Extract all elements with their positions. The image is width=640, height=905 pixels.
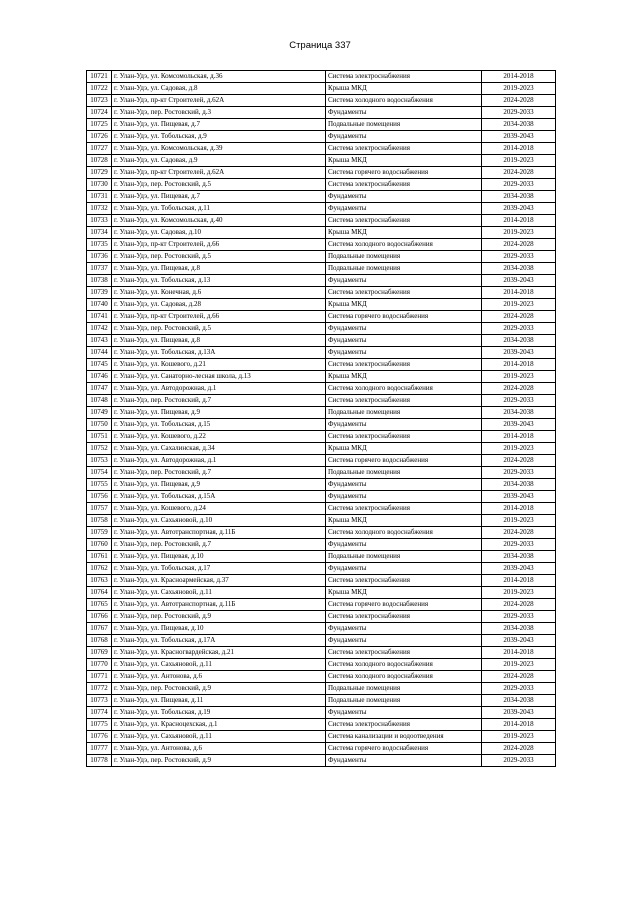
period-cell: 2039-2043 <box>482 707 556 719</box>
period-cell: 2029-2033 <box>482 539 556 551</box>
table-row <box>87 119 556 131</box>
system-cell: Крыша МКД <box>326 515 482 527</box>
address-cell: г. Улан-Удэ, ул. Тобольская, д.13А <box>112 347 326 359</box>
table-row <box>87 719 556 731</box>
period-cell: 2024-2028 <box>482 167 556 179</box>
address-cell: г. Улан-Удэ, ул. Автодорожная, д.1 <box>112 455 326 467</box>
period-cell: 2029-2033 <box>482 107 556 119</box>
system-cell: Система холодного водоснабжения <box>326 95 482 107</box>
period-cell: 2014-2018 <box>482 71 556 83</box>
table-row <box>87 299 556 311</box>
system-cell: Система электроснабжения <box>326 215 482 227</box>
table-row <box>87 683 556 695</box>
period-cell: 2039-2043 <box>482 275 556 287</box>
period-cell: 2014-2018 <box>482 215 556 227</box>
system-cell: Система горячего водоснабжения <box>326 455 482 467</box>
table-row <box>87 107 556 119</box>
system-cell: Фундаменты <box>326 335 482 347</box>
table-row <box>87 491 556 503</box>
system-cell: Система электроснабжения <box>326 611 482 623</box>
table-row <box>87 623 556 635</box>
record-id-cell: 10755 <box>87 479 112 491</box>
period-cell: 2024-2028 <box>482 671 556 683</box>
system-cell: Фундаменты <box>326 131 482 143</box>
address-cell: г. Улан-Удэ, пер. Ростовский, д.5 <box>112 179 326 191</box>
period-cell: 2034-2038 <box>482 479 556 491</box>
system-cell: Система электроснабжения <box>326 143 482 155</box>
period-cell: 2019-2023 <box>482 587 556 599</box>
record-id-cell: 10748 <box>87 395 112 407</box>
period-cell: 2039-2043 <box>482 563 556 575</box>
address-cell: г. Улан-Удэ, ул. Кошевого, д.21 <box>112 359 326 371</box>
period-cell: 2024-2028 <box>482 455 556 467</box>
system-cell: Система электроснабжения <box>326 719 482 731</box>
table-row <box>87 323 556 335</box>
record-id-cell: 10722 <box>87 83 112 95</box>
system-cell: Система электроснабжения <box>326 359 482 371</box>
record-id-cell: 10771 <box>87 671 112 683</box>
system-cell: Система горячего водоснабжения <box>326 311 482 323</box>
table-row <box>87 659 556 671</box>
record-id-cell: 10775 <box>87 719 112 731</box>
system-cell: Фундаменты <box>326 623 482 635</box>
table-row <box>87 395 556 407</box>
address-cell: г. Улан-Удэ, пер. Ростовский, д.7 <box>112 395 326 407</box>
table-row <box>87 743 556 755</box>
system-cell: Крыша МКД <box>326 299 482 311</box>
table-row <box>87 371 556 383</box>
system-cell: Система горячего водоснабжения <box>326 743 482 755</box>
record-id-cell: 10734 <box>87 227 112 239</box>
table-row <box>87 671 556 683</box>
record-id-cell: 10750 <box>87 419 112 431</box>
period-cell: 2034-2038 <box>482 191 556 203</box>
system-cell: Система электроснабжения <box>326 575 482 587</box>
record-id-cell: 10758 <box>87 515 112 527</box>
address-cell: г. Улан-Удэ, ул. Красноармейская, д.37 <box>112 575 326 587</box>
period-cell: 2034-2038 <box>482 263 556 275</box>
record-id-cell: 10772 <box>87 683 112 695</box>
address-cell: г. Улан-Удэ, пр-кт Строителей, д.66 <box>112 239 326 251</box>
address-cell: г. Улан-Удэ, пр-кт Строителей, д.66 <box>112 311 326 323</box>
table-row <box>87 83 556 95</box>
system-cell: Подвальные помещения <box>326 263 482 275</box>
table-row <box>87 479 556 491</box>
record-id-cell: 10742 <box>87 323 112 335</box>
record-id-cell: 10746 <box>87 371 112 383</box>
record-id-cell: 10724 <box>87 107 112 119</box>
address-cell: г. Улан-Удэ, ул. Пищевая, д.9 <box>112 479 326 491</box>
address-cell: г. Улан-Удэ, пер. Ростовский, д.9 <box>112 755 326 767</box>
system-cell: Система электроснабжения <box>326 71 482 83</box>
table-row <box>87 587 556 599</box>
table-row <box>87 155 556 167</box>
record-id-cell: 10757 <box>87 503 112 515</box>
period-cell: 2024-2028 <box>482 743 556 755</box>
period-cell: 2014-2018 <box>482 143 556 155</box>
address-cell: г. Улан-Удэ, пер. Ростовский, д.9 <box>112 683 326 695</box>
address-cell: г. Улан-Удэ, ул. Садовая, д.28 <box>112 299 326 311</box>
address-cell: г. Улан-Удэ, ул. Тобольская, д.13 <box>112 275 326 287</box>
table-row <box>87 167 556 179</box>
table-row <box>87 227 556 239</box>
record-id-cell: 10723 <box>87 95 112 107</box>
record-id-cell: 10765 <box>87 599 112 611</box>
system-cell: Система электроснабжения <box>326 395 482 407</box>
record-id-cell: 10778 <box>87 755 112 767</box>
address-cell: г. Улан-Удэ, ул. Садовая, д.8 <box>112 83 326 95</box>
record-id-cell: 10777 <box>87 743 112 755</box>
table-row <box>87 383 556 395</box>
period-cell: 2029-2033 <box>482 395 556 407</box>
address-cell: г. Улан-Удэ, пер. Ростовский, д.7 <box>112 539 326 551</box>
period-cell: 2019-2023 <box>482 731 556 743</box>
table-row <box>87 251 556 263</box>
table-row <box>87 755 556 767</box>
period-cell: 2039-2043 <box>482 419 556 431</box>
period-cell: 2029-2033 <box>482 611 556 623</box>
table-row <box>87 71 556 83</box>
record-id-cell: 10768 <box>87 635 112 647</box>
record-id-cell: 10744 <box>87 347 112 359</box>
record-id-cell: 10745 <box>87 359 112 371</box>
period-cell: 2039-2043 <box>482 491 556 503</box>
system-cell: Система электроснабжения <box>326 287 482 299</box>
address-cell: г. Улан-Удэ, ул. Автодорожная, д.1 <box>112 383 326 395</box>
address-cell: г. Улан-Удэ, ул. Пищевая, д.7 <box>112 119 326 131</box>
record-id-cell: 10762 <box>87 563 112 575</box>
record-id-cell: 10749 <box>87 407 112 419</box>
period-cell: 2019-2023 <box>482 155 556 167</box>
table-row <box>87 695 556 707</box>
system-cell: Фундаменты <box>326 479 482 491</box>
address-cell: г. Улан-Удэ, ул. Тобольская, д.9 <box>112 131 326 143</box>
system-cell: Подвальные помещения <box>326 695 482 707</box>
table-row <box>87 215 556 227</box>
record-id-cell: 10735 <box>87 239 112 251</box>
system-cell: Система холодного водоснабжения <box>326 527 482 539</box>
table-row <box>87 503 556 515</box>
address-cell: г. Улан-Удэ, ул. Сахалинская, д.34 <box>112 443 326 455</box>
period-cell: 2019-2023 <box>482 443 556 455</box>
table-row <box>87 311 556 323</box>
system-cell: Фундаменты <box>326 107 482 119</box>
system-cell: Фундаменты <box>326 323 482 335</box>
address-cell: г. Улан-Удэ, ул. Тобольская, д.19 <box>112 707 326 719</box>
period-cell: 2039-2043 <box>482 347 556 359</box>
system-cell: Система холодного водоснабжения <box>326 671 482 683</box>
period-cell: 2024-2028 <box>482 311 556 323</box>
system-cell: Фундаменты <box>326 191 482 203</box>
period-cell: 2014-2018 <box>482 575 556 587</box>
address-cell: г. Улан-Удэ, пер. Ростовский, д.9 <box>112 611 326 623</box>
address-cell: г. Улан-Удэ, ул. Пищевая, д.10 <box>112 551 326 563</box>
record-id-cell: 10760 <box>87 539 112 551</box>
period-cell: 2024-2028 <box>482 599 556 611</box>
table-row <box>87 467 556 479</box>
period-cell: 2024-2028 <box>482 527 556 539</box>
system-cell: Система электроснабжения <box>326 179 482 191</box>
table-row <box>87 275 556 287</box>
system-cell: Система электроснабжения <box>326 647 482 659</box>
table-row <box>87 731 556 743</box>
address-cell: г. Улан-Удэ, ул. Конечная, д.6 <box>112 287 326 299</box>
system-cell: Крыша МКД <box>326 83 482 95</box>
period-cell: 2019-2023 <box>482 299 556 311</box>
period-cell: 2014-2018 <box>482 431 556 443</box>
period-cell: 2014-2018 <box>482 719 556 731</box>
system-cell: Подвальные помещения <box>326 683 482 695</box>
record-id-cell: 10756 <box>87 491 112 503</box>
period-cell: 2034-2038 <box>482 551 556 563</box>
address-cell: г. Улан-Удэ, ул. Пищевая, д.8 <box>112 335 326 347</box>
record-id-cell: 10776 <box>87 731 112 743</box>
record-id-cell: 10739 <box>87 287 112 299</box>
address-cell: г. Улан-Удэ, ул. Тобольская, д.17А <box>112 635 326 647</box>
period-cell: 2014-2018 <box>482 287 556 299</box>
address-cell: г. Улан-Удэ, ул. Комсомольская, д.36 <box>112 71 326 83</box>
record-id-cell: 10738 <box>87 275 112 287</box>
address-cell: г. Улан-Удэ, пр-кт Строителей, д.62А <box>112 167 326 179</box>
system-cell: Крыша МКД <box>326 227 482 239</box>
table-row <box>87 179 556 191</box>
system-cell: Фундаменты <box>326 755 482 767</box>
table-row <box>87 599 556 611</box>
system-cell: Фундаменты <box>326 419 482 431</box>
system-cell: Крыша МКД <box>326 371 482 383</box>
address-cell: г. Улан-Удэ, ул. Пищевая, д.11 <box>112 695 326 707</box>
period-cell: 2029-2033 <box>482 251 556 263</box>
period-cell: 2034-2038 <box>482 623 556 635</box>
period-cell: 2019-2023 <box>482 227 556 239</box>
table-row <box>87 347 556 359</box>
record-id-cell: 10741 <box>87 311 112 323</box>
record-id-cell: 10740 <box>87 299 112 311</box>
period-cell: 2024-2028 <box>482 95 556 107</box>
record-id-cell: 10743 <box>87 335 112 347</box>
address-cell: г. Улан-Удэ, ул. Тобольская, д.15А <box>112 491 326 503</box>
table-row <box>87 287 556 299</box>
table-row <box>87 707 556 719</box>
table-row <box>87 539 556 551</box>
address-cell: г. Улан-Удэ, ул. Тобольская, д.17 <box>112 563 326 575</box>
record-id-cell: 10753 <box>87 455 112 467</box>
record-id-cell: 10726 <box>87 131 112 143</box>
system-cell: Фундаменты <box>326 539 482 551</box>
table-row <box>87 335 556 347</box>
table-row <box>87 359 556 371</box>
record-id-cell: 10737 <box>87 263 112 275</box>
period-cell: 2029-2033 <box>482 755 556 767</box>
period-cell: 2029-2033 <box>482 323 556 335</box>
address-cell: г. Улан-Удэ, ул. Садовая, д.10 <box>112 227 326 239</box>
table-row <box>87 239 556 251</box>
table-row <box>87 551 556 563</box>
period-cell: 2034-2038 <box>482 695 556 707</box>
system-cell: Система электроснабжения <box>326 431 482 443</box>
address-cell: г. Улан-Удэ, ул. Сахьяновой, д.11 <box>112 587 326 599</box>
record-id-cell: 10766 <box>87 611 112 623</box>
record-id-cell: 10736 <box>87 251 112 263</box>
address-cell: г. Улан-Удэ, ул. Пищевая, д.7 <box>112 191 326 203</box>
address-cell: г. Улан-Удэ, ул. Пищевая, д.9 <box>112 407 326 419</box>
system-cell: Система электроснабжения <box>326 503 482 515</box>
table-row <box>87 455 556 467</box>
period-cell: 2034-2038 <box>482 335 556 347</box>
system-cell: Крыша МКД <box>326 587 482 599</box>
period-cell: 2039-2043 <box>482 131 556 143</box>
record-id-cell: 10767 <box>87 623 112 635</box>
record-id-cell: 10732 <box>87 203 112 215</box>
system-cell: Крыша МКД <box>326 443 482 455</box>
table-row <box>87 611 556 623</box>
record-id-cell: 10721 <box>87 71 112 83</box>
record-id-cell: 10751 <box>87 431 112 443</box>
table-row <box>87 263 556 275</box>
period-cell: 2014-2018 <box>482 503 556 515</box>
table-row <box>87 131 556 143</box>
table-row <box>87 527 556 539</box>
system-cell: Система горячего водоснабжения <box>326 167 482 179</box>
system-cell: Система холодного водоснабжения <box>326 659 482 671</box>
record-id-cell: 10747 <box>87 383 112 395</box>
address-cell: г. Улан-Удэ, ул. Автотранспортная, д.11Б <box>112 527 326 539</box>
table-row <box>87 407 556 419</box>
registry-table <box>86 70 556 767</box>
table-row <box>87 563 556 575</box>
address-cell: г. Улан-Удэ, ул. Пищевая, д.10 <box>112 623 326 635</box>
system-cell: Фундаменты <box>326 491 482 503</box>
period-cell: 2014-2018 <box>482 647 556 659</box>
address-cell: г. Улан-Удэ, ул. Садовая, д.9 <box>112 155 326 167</box>
record-id-cell: 10731 <box>87 191 112 203</box>
address-cell: г. Улан-Удэ, ул. Комсомольская, д.40 <box>112 215 326 227</box>
address-cell: г. Улан-Удэ, ул. Комсомольская, д.39 <box>112 143 326 155</box>
system-cell: Система холодного водоснабжения <box>326 239 482 251</box>
system-cell: Подвальные помещения <box>326 551 482 563</box>
table-row <box>87 575 556 587</box>
system-cell: Подвальные помещения <box>326 251 482 263</box>
address-cell: г. Улан-Удэ, пер. Ростовский, д.7 <box>112 467 326 479</box>
table-row <box>87 443 556 455</box>
period-cell: 2019-2023 <box>482 659 556 671</box>
address-cell: г. Улан-Удэ, ул. Тобольская, д.15 <box>112 419 326 431</box>
address-cell: г. Улан-Удэ, ул. Красногвардейская, д.21 <box>112 647 326 659</box>
record-id-cell: 10764 <box>87 587 112 599</box>
table-row <box>87 143 556 155</box>
record-id-cell: 10759 <box>87 527 112 539</box>
period-cell: 2029-2033 <box>482 683 556 695</box>
record-id-cell: 10763 <box>87 575 112 587</box>
registry-table-body <box>87 71 556 767</box>
system-cell: Фундаменты <box>326 275 482 287</box>
period-cell: 2024-2028 <box>482 239 556 251</box>
table-row <box>87 95 556 107</box>
table-row <box>87 515 556 527</box>
period-cell: 2039-2043 <box>482 203 556 215</box>
address-cell: г. Улан-Удэ, ул. Сахьяновой, д.10 <box>112 515 326 527</box>
period-cell: 2029-2033 <box>482 179 556 191</box>
record-id-cell: 10729 <box>87 167 112 179</box>
record-id-cell: 10733 <box>87 215 112 227</box>
record-id-cell: 10770 <box>87 659 112 671</box>
period-cell: 2014-2018 <box>482 359 556 371</box>
system-cell: Система холодного водоснабжения <box>326 383 482 395</box>
record-id-cell: 10774 <box>87 707 112 719</box>
table-row <box>87 647 556 659</box>
table-row <box>87 203 556 215</box>
address-cell: г. Улан-Удэ, пер. Ростовский, д.5 <box>112 323 326 335</box>
address-cell: г. Улан-Удэ, ул. Пищевая, д.8 <box>112 263 326 275</box>
address-cell: г. Улан-Удэ, ул. Санаторно-лесная школа, д.13 <box>112 371 326 383</box>
period-cell: 2034-2038 <box>482 407 556 419</box>
period-cell: 2039-2043 <box>482 635 556 647</box>
system-cell: Подвальные помещения <box>326 467 482 479</box>
address-cell: г. Улан-Удэ, ул. Кошевого, д.22 <box>112 431 326 443</box>
system-cell: Подвальные помещения <box>326 407 482 419</box>
period-cell: 2019-2023 <box>482 83 556 95</box>
system-cell: Фундаменты <box>326 203 482 215</box>
address-cell: г. Улан-Удэ, ул. Красноцехская, д.1 <box>112 719 326 731</box>
system-cell: Фундаменты <box>326 707 482 719</box>
page-header: Страница 337 <box>289 40 351 51</box>
address-cell: г. Улан-Удэ, пр-кт Строителей, д.62А <box>112 95 326 107</box>
address-cell: г. Улан-Удэ, пер. Ростовский, д.5 <box>112 251 326 263</box>
address-cell: г. Улан-Удэ, ул. Кошевого, д.24 <box>112 503 326 515</box>
system-cell: Фундаменты <box>326 635 482 647</box>
table-row <box>87 431 556 443</box>
table-row <box>87 635 556 647</box>
record-id-cell: 10727 <box>87 143 112 155</box>
record-id-cell: 10754 <box>87 467 112 479</box>
record-id-cell: 10773 <box>87 695 112 707</box>
system-cell: Подвальные помещения <box>326 119 482 131</box>
system-cell: Система горячего водоснабжения <box>326 599 482 611</box>
address-cell: г. Улан-Удэ, пер. Ростовский, д.3 <box>112 107 326 119</box>
record-id-cell: 10761 <box>87 551 112 563</box>
system-cell: Фундаменты <box>326 347 482 359</box>
period-cell: 2024-2028 <box>482 383 556 395</box>
record-id-cell: 10728 <box>87 155 112 167</box>
period-cell: 2019-2023 <box>482 515 556 527</box>
table-row <box>87 191 556 203</box>
address-cell: г. Улан-Удэ, ул. Тобольская, д.11 <box>112 203 326 215</box>
system-cell: Фундаменты <box>326 563 482 575</box>
period-cell: 2019-2023 <box>482 371 556 383</box>
address-cell: г. Улан-Удэ, ул. Антонова, д.6 <box>112 671 326 683</box>
system-cell: Крыша МКД <box>326 155 482 167</box>
address-cell: г. Улан-Удэ, ул. Антонова, д.6 <box>112 743 326 755</box>
period-cell: 2029-2033 <box>482 467 556 479</box>
record-id-cell: 10730 <box>87 179 112 191</box>
address-cell: г. Улан-Удэ, ул. Сахьяновой, д.11 <box>112 659 326 671</box>
address-cell: г. Улан-Удэ, ул. Автотранспортная, д.11Б <box>112 599 326 611</box>
record-id-cell: 10725 <box>87 119 112 131</box>
address-cell: г. Улан-Удэ, ул. Сахьяновой, д.11 <box>112 731 326 743</box>
system-cell: Система канализации и водоотведения <box>326 731 482 743</box>
record-id-cell: 10769 <box>87 647 112 659</box>
table-row <box>87 419 556 431</box>
period-cell: 2034-2038 <box>482 119 556 131</box>
record-id-cell: 10752 <box>87 443 112 455</box>
